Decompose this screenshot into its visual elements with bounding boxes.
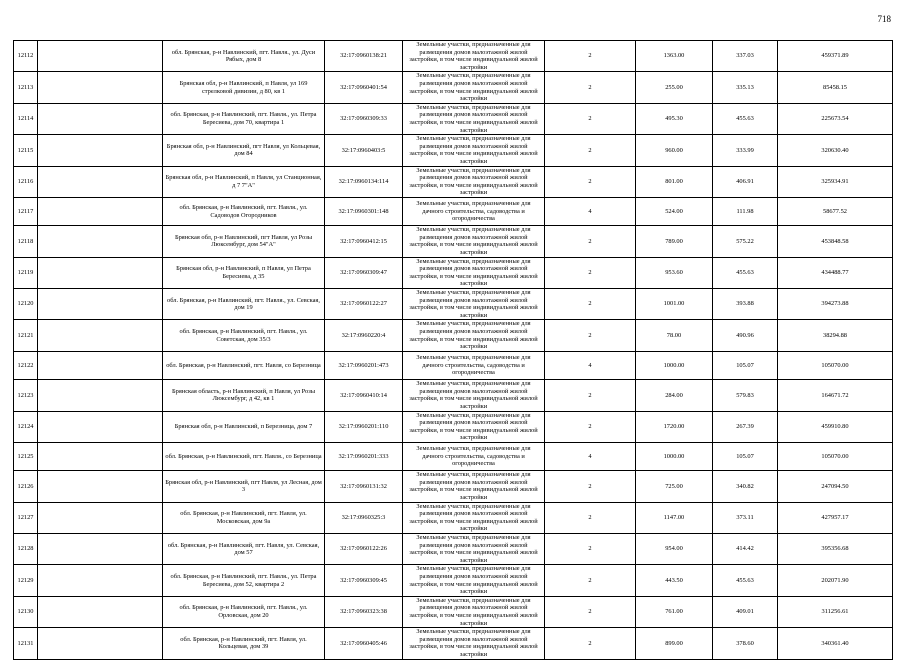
blank-cell — [38, 103, 163, 134]
area-cell: 954.00 — [636, 534, 713, 565]
cadastral-value-cell: 434488.77 — [778, 257, 893, 288]
specific-value-cell: 337.03 — [713, 41, 778, 72]
address-cell: Брянская обл, р-н Навлинский, пгт Навля, ул Розы Люксембург, дом 54"А" — [163, 226, 325, 257]
area-cell: 284.00 — [636, 380, 713, 411]
table-row — [14, 72, 893, 103]
specific-value-cell: 111.98 — [713, 197, 778, 225]
blank-cell — [38, 135, 163, 166]
table-row — [14, 565, 893, 596]
blank-cell — [38, 41, 163, 72]
table-row — [14, 41, 893, 72]
cadastral-value-table — [13, 40, 893, 660]
blank-cell — [38, 289, 163, 320]
row-number: 12124 — [14, 411, 38, 442]
table-row — [14, 380, 893, 411]
area-cell: 1000.00 — [636, 442, 713, 470]
table-row — [14, 596, 893, 627]
specific-value-cell: 455.63 — [713, 257, 778, 288]
blank-cell — [38, 565, 163, 596]
group-number-cell: 2 — [545, 72, 636, 103]
specific-value-cell: 378.60 — [713, 628, 778, 659]
area-cell: 761.00 — [636, 596, 713, 627]
cadastral-value-cell: 340361.40 — [778, 628, 893, 659]
land-use-cell: Земельные участки, предназначенные для размещения домов малоэтажной жилой застройки, в том числе индивидуальной жилой застройки — [403, 380, 545, 411]
group-number-cell: 2 — [545, 628, 636, 659]
table-row — [14, 351, 893, 379]
area-cell: 953.60 — [636, 257, 713, 288]
address-cell: обл. Брянская, р-н Навлинский, пгт. Навля, ул. Кольцевая, дом 39 — [163, 628, 325, 659]
blank-cell — [38, 596, 163, 627]
table-row — [14, 534, 893, 565]
row-number: 12116 — [14, 166, 38, 197]
address-cell: обл. Брянская, р-н Навлинский, пгт. Навля., ул. Петра Бересиева, дом 52, квартира 2 — [163, 565, 325, 596]
blank-cell — [38, 534, 163, 565]
land-use-cell: Земельные участки, предназначенные для размещения домов малоэтажной жилой застройки, в том числе индивидуальной жилой застройки — [403, 565, 545, 596]
area-cell: 801.00 — [636, 166, 713, 197]
cadastral-value-cell: 105070.00 — [778, 442, 893, 470]
address-cell: обл. Брянская, р-н Навлинский, пгт. Навля, ул. Севская, дом 57 — [163, 534, 325, 565]
row-number: 12126 — [14, 471, 38, 502]
blank-cell — [38, 380, 163, 411]
land-use-cell: Земельные участки, предназначенные для размещения домов малоэтажной жилой застройки, в том числе индивидуальной жилой застройки — [403, 471, 545, 502]
land-use-cell: Земельные участки, предназначенные для размещения домов малоэтажной жилой застройки, в том числе индивидуальной жилой застройки — [403, 534, 545, 565]
row-number: 12123 — [14, 380, 38, 411]
cadastral-value-cell: 325934.91 — [778, 166, 893, 197]
cadastral-value-cell: 427957.17 — [778, 502, 893, 533]
specific-value-cell: 406.91 — [713, 166, 778, 197]
specific-value-cell: 105.07 — [713, 442, 778, 470]
specific-value-cell: 335.13 — [713, 72, 778, 103]
page-number: 718 — [877, 14, 891, 24]
land-use-cell: Земельные участки, предназначенные для размещения домов малоэтажной жилой застройки, в том числе индивидуальной жилой застройки — [403, 257, 545, 288]
address-cell: Брянская обл, р-н Навлинский, пгт Навля, ул Кольцевая, дом 84 — [163, 135, 325, 166]
address-cell: обл. Брянская, р-н Навлинский, пгт. Навля., ул. Дуси Рябых, дом 8 — [163, 41, 325, 72]
table-row — [14, 103, 893, 134]
cadastral-number-cell: 32:17:0960138:21 — [325, 41, 403, 72]
cadastral-number-cell: 32:17:0960401:54 — [325, 72, 403, 103]
address-cell: обл. Брянская, р-н Навлинский, пгт. Навля, ул. Московская, дом 9а — [163, 502, 325, 533]
blank-cell — [38, 351, 163, 379]
cadastral-value-cell: 38294.88 — [778, 320, 893, 351]
blank-cell — [38, 197, 163, 225]
cadastral-value-cell: 85458.15 — [778, 72, 893, 103]
group-number-cell: 4 — [545, 351, 636, 379]
land-use-cell: Земельные участки, предназначенные для размещения домов малоэтажной жилой застройки, в том числе индивидуальной жилой застройки — [403, 166, 545, 197]
table-row — [14, 197, 893, 225]
row-number: 12129 — [14, 565, 38, 596]
table-row — [14, 411, 893, 442]
cadastral-number-cell: 32:17:0960220:4 — [325, 320, 403, 351]
area-cell: 443.50 — [636, 565, 713, 596]
area-cell: 1001.00 — [636, 289, 713, 320]
specific-value-cell: 490.96 — [713, 320, 778, 351]
row-number: 12121 — [14, 320, 38, 351]
specific-value-cell: 105.07 — [713, 351, 778, 379]
cadastral-number-cell: 32:17:0960309:33 — [325, 103, 403, 134]
cadastral-number-cell: 32:17:0960323:38 — [325, 596, 403, 627]
address-cell: Брянская обл, р-н Навлинский, п Березница, дом 7 — [163, 411, 325, 442]
group-number-cell: 2 — [545, 471, 636, 502]
cadastral-number-cell: 32:17:0960325:3 — [325, 502, 403, 533]
group-number-cell: 2 — [545, 226, 636, 257]
land-use-cell: Земельные участки, предназначенные для размещения домов малоэтажной жилой застройки, в том числе индивидуальной жилой застройки — [403, 103, 545, 134]
cadastral-number-cell: 32:17:0960201:333 — [325, 442, 403, 470]
blank-cell — [38, 411, 163, 442]
row-number: 12119 — [14, 257, 38, 288]
cadastral-number-cell: 32:17:0960201:473 — [325, 351, 403, 379]
land-use-cell: Земельные участки, предназначенные для размещения домов малоэтажной жилой застройки, в том числе индивидуальной жилой застройки — [403, 596, 545, 627]
address-cell: обл. Брянская, р-н Навлинский, пгт. Навля., ул. Советская, дом 35/3 — [163, 320, 325, 351]
cadastral-value-cell: 105070.00 — [778, 351, 893, 379]
address-cell: Брянская область, р-н Навлинский, п Навля, ул Розы Люксембург, д 42, кв 1 — [163, 380, 325, 411]
blank-cell — [38, 72, 163, 103]
table-row — [14, 257, 893, 288]
address-cell: Брянская обл, р-н Навлинский, пгт Навля, ул Лесная, дом 3 — [163, 471, 325, 502]
cadastral-value-cell: 225673.54 — [778, 103, 893, 134]
row-number: 12118 — [14, 226, 38, 257]
specific-value-cell: 575.22 — [713, 226, 778, 257]
row-number: 12117 — [14, 197, 38, 225]
group-number-cell: 2 — [545, 289, 636, 320]
group-number-cell: 2 — [545, 565, 636, 596]
group-number-cell: 2 — [545, 41, 636, 72]
blank-cell — [38, 442, 163, 470]
cadastral-value-cell: 453848.58 — [778, 226, 893, 257]
address-cell: обл. Брянская, р-н Навлинский, пгт. Навля., ул. Орловская, дом 20 — [163, 596, 325, 627]
area-cell: 1720.00 — [636, 411, 713, 442]
cadastral-number-cell: 32:17:0960201:110 — [325, 411, 403, 442]
area-cell: 789.00 — [636, 226, 713, 257]
land-use-cell: Земельные участки, предназначенные для дачного строительства, садоводства и огородничества — [403, 197, 545, 225]
specific-value-cell: 340.82 — [713, 471, 778, 502]
row-number: 12130 — [14, 596, 38, 627]
group-number-cell: 2 — [545, 103, 636, 134]
cadastral-number-cell: 32:17:0960122:27 — [325, 289, 403, 320]
cadastral-value-cell: 164671.72 — [778, 380, 893, 411]
cadastral-number-cell: 32:17:0960131:32 — [325, 471, 403, 502]
cadastral-value-cell: 459371.89 — [778, 41, 893, 72]
group-number-cell: 4 — [545, 197, 636, 225]
group-number-cell: 2 — [545, 166, 636, 197]
row-number: 12131 — [14, 628, 38, 659]
area-cell: 960.00 — [636, 135, 713, 166]
address-cell: обл. Брянская, р-н Навлинский, пгт. Навля., ул. Петра Бересиева, дом 70, квартира 1 — [163, 103, 325, 134]
cadastral-value-cell: 394273.88 — [778, 289, 893, 320]
area-cell: 899.00 — [636, 628, 713, 659]
address-cell: обл. Брянская, р-н Навлинский, пгт. Навля., ул. Садоводов Огородников — [163, 197, 325, 225]
table-row — [14, 442, 893, 470]
table-row — [14, 135, 893, 166]
specific-value-cell: 333.99 — [713, 135, 778, 166]
row-number: 12120 — [14, 289, 38, 320]
address-cell: Брянская обл, р-н Навлинский, п Навля, ул Станционная, д 7 7"А" — [163, 166, 325, 197]
area-cell: 1363.00 — [636, 41, 713, 72]
group-number-cell: 2 — [545, 502, 636, 533]
group-number-cell: 2 — [545, 320, 636, 351]
specific-value-cell: 373.11 — [713, 502, 778, 533]
area-cell: 255.00 — [636, 72, 713, 103]
specific-value-cell: 409.01 — [713, 596, 778, 627]
specific-value-cell: 267.39 — [713, 411, 778, 442]
row-number: 12113 — [14, 72, 38, 103]
cadastral-number-cell: 32:17:0960403:5 — [325, 135, 403, 166]
specific-value-cell: 579.83 — [713, 380, 778, 411]
group-number-cell: 2 — [545, 380, 636, 411]
table-row — [14, 471, 893, 502]
cadastral-value-cell: 320630.40 — [778, 135, 893, 166]
address-cell: обл. Брянская, р-н Навлинский, пгт. Навля., ул. Севская, дом 19 — [163, 289, 325, 320]
row-number: 12114 — [14, 103, 38, 134]
cadastral-number-cell: 32:17:0960405:46 — [325, 628, 403, 659]
specific-value-cell: 455.63 — [713, 565, 778, 596]
area-cell: 78.00 — [636, 320, 713, 351]
land-use-cell: Земельные участки, предназначенные для дачного строительства, садоводства и огородничества — [403, 442, 545, 470]
land-use-cell: Земельные участки, предназначенные для размещения домов малоэтажной жилой застройки, в том числе индивидуальной жилой застройки — [403, 411, 545, 442]
table-row — [14, 289, 893, 320]
table-row — [14, 226, 893, 257]
blank-cell — [38, 502, 163, 533]
group-number-cell: 2 — [545, 534, 636, 565]
table-row — [14, 502, 893, 533]
row-number: 12112 — [14, 41, 38, 72]
land-use-cell: Земельные участки, предназначенные для размещения домов малоэтажной жилой застройки, в том числе индивидуальной жилой застройки — [403, 135, 545, 166]
area-cell: 495.30 — [636, 103, 713, 134]
cadastral-value-cell: 247094.50 — [778, 471, 893, 502]
cadastral-number-cell: 32:17:0960301:148 — [325, 197, 403, 225]
area-cell: 725.00 — [636, 471, 713, 502]
blank-cell — [38, 628, 163, 659]
group-number-cell: 2 — [545, 257, 636, 288]
table-body — [14, 41, 893, 660]
area-cell: 1147.00 — [636, 502, 713, 533]
blank-cell — [38, 226, 163, 257]
table-row — [14, 166, 893, 197]
cadastral-number-cell: 32:17:0960134:114 — [325, 166, 403, 197]
cadastral-value-cell: 58677.52 — [778, 197, 893, 225]
cadastral-value-cell: 395356.68 — [778, 534, 893, 565]
blank-cell — [38, 257, 163, 288]
cadastral-number-cell: 32:17:0960122:26 — [325, 534, 403, 565]
cadastral-value-cell: 311256.61 — [778, 596, 893, 627]
cadastral-value-cell: 202071.90 — [778, 565, 893, 596]
row-number: 12115 — [14, 135, 38, 166]
land-use-cell: Земельные участки, предназначенные для размещения домов малоэтажной жилой застройки, в том числе индивидуальной жилой застройки — [403, 72, 545, 103]
land-use-cell: Земельные участки, предназначенные для размещения домов малоэтажной жилой застройки, в том числе индивидуальной жилой застройки — [403, 320, 545, 351]
group-number-cell: 2 — [545, 411, 636, 442]
address-cell: Брянская обл, р-н Навлинский, п Навля, ул Петра Бересиева, д 35 — [163, 257, 325, 288]
table-row — [14, 320, 893, 351]
cadastral-number-cell: 32:17:0960410:14 — [325, 380, 403, 411]
specific-value-cell: 393.88 — [713, 289, 778, 320]
table-row — [14, 628, 893, 659]
specific-value-cell: 414.42 — [713, 534, 778, 565]
land-use-cell: Земельные участки, предназначенные для размещения домов малоэтажной жилой застройки, в том числе индивидуальной жилой застройки — [403, 289, 545, 320]
group-number-cell: 2 — [545, 135, 636, 166]
row-number: 12122 — [14, 351, 38, 379]
cadastral-value-cell: 459910.80 — [778, 411, 893, 442]
area-cell: 1000.00 — [636, 351, 713, 379]
row-number: 12125 — [14, 442, 38, 470]
address-cell: Брянская обл, р-н Навлинский, п Навля, ул 169 стрелковой дивизии, д 80, кв 1 — [163, 72, 325, 103]
land-use-cell: Земельные участки, предназначенные для размещения домов малоэтажной жилой застройки, в том числе индивидуальной жилой застройки — [403, 502, 545, 533]
group-number-cell: 2 — [545, 596, 636, 627]
address-cell: обл. Брянская, р-н Навлинский, пгт. Навля, со Березница — [163, 351, 325, 379]
cadastral-number-cell: 32:17:0960309:45 — [325, 565, 403, 596]
blank-cell — [38, 471, 163, 502]
row-number: 12127 — [14, 502, 38, 533]
cadastral-number-cell: 32:17:0960412:15 — [325, 226, 403, 257]
blank-cell — [38, 320, 163, 351]
cadastral-number-cell: 32:17:0960309:47 — [325, 257, 403, 288]
specific-value-cell: 455.63 — [713, 103, 778, 134]
row-number: 12128 — [14, 534, 38, 565]
land-use-cell: Земельные участки, предназначенные для размещения домов малоэтажной жилой застройки, в том числе индивидуальной жилой застройки — [403, 41, 545, 72]
group-number-cell: 4 — [545, 442, 636, 470]
land-use-cell: Земельные участки, предназначенные для размещения домов малоэтажной жилой застройки, в том числе индивидуальной жилой застройки — [403, 628, 545, 659]
land-use-cell: Земельные участки, предназначенные для размещения домов малоэтажной жилой застройки, в том числе индивидуальной жилой застройки — [403, 226, 545, 257]
blank-cell — [38, 166, 163, 197]
area-cell: 524.00 — [636, 197, 713, 225]
address-cell: обл. Брянская, р-н Навлинский, пгт. Навля., со Березница — [163, 442, 325, 470]
land-use-cell: Земельные участки, предназначенные для дачного строительства, садоводства и огородничества — [403, 351, 545, 379]
